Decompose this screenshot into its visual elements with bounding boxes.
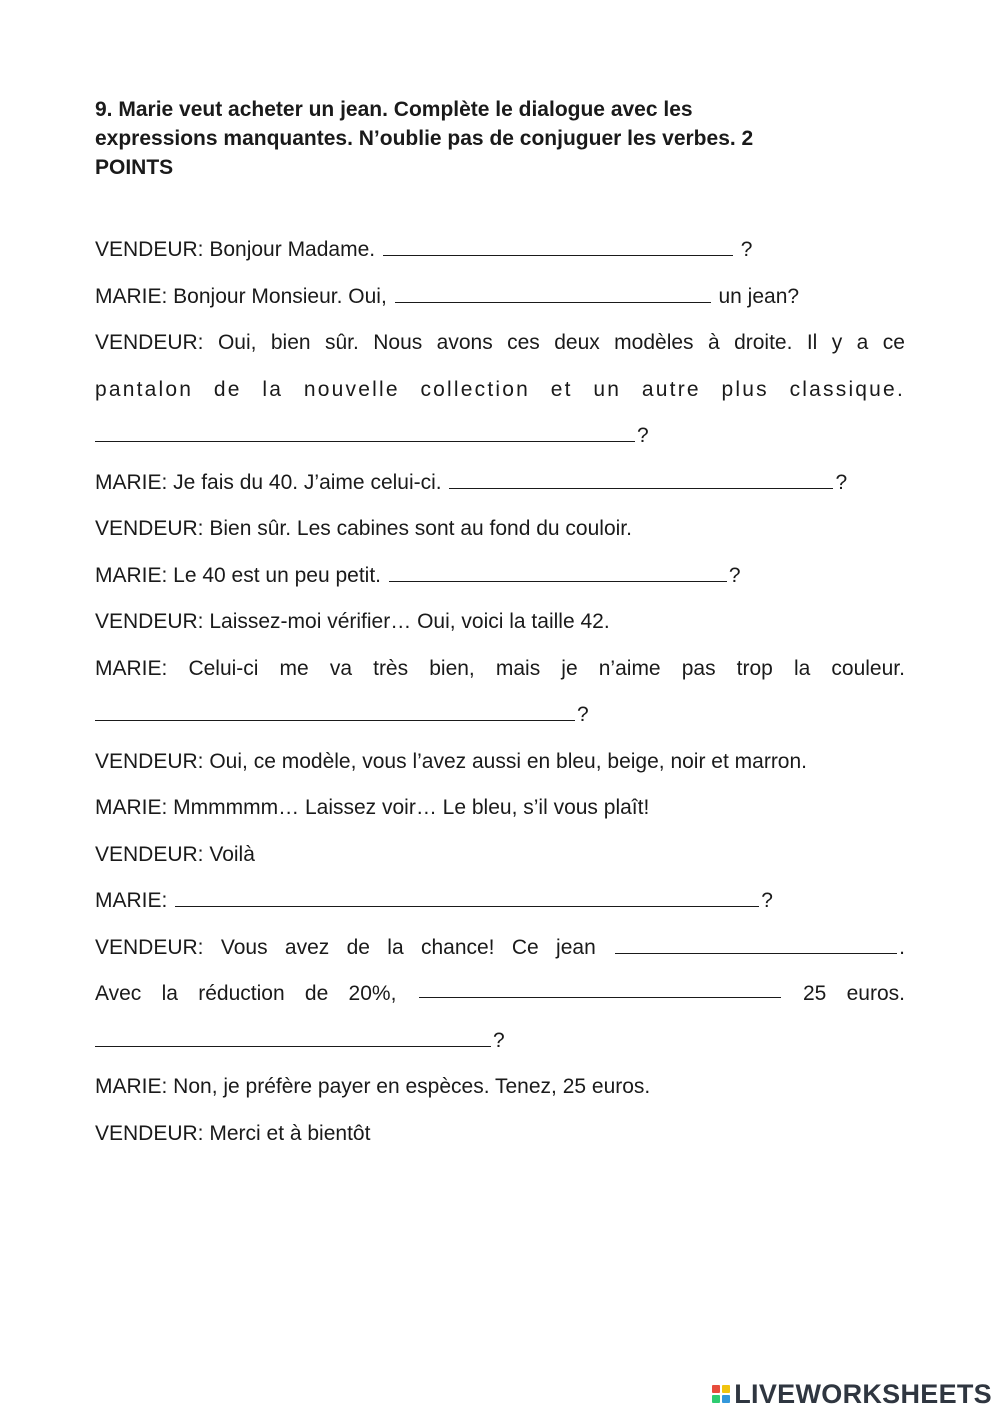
- word: de: [213, 378, 242, 401]
- word: un: [593, 378, 622, 401]
- word: très: [373, 657, 409, 680]
- word: la: [161, 982, 178, 1005]
- word: a: [856, 331, 869, 354]
- dialogue-text: MARIE: Non, je préfère payer en espèces. Tenez, 25 euros.: [95, 1075, 651, 1098]
- dialogue-line: [95, 421, 905, 451]
- word: plus: [721, 378, 769, 401]
- dialogue-text: VENDEUR: Oui, ce modèle, vous l’avez aussi en bleu, beige, noir et marron.: [95, 750, 808, 773]
- word: de: [346, 936, 370, 959]
- word: chance!: [420, 936, 495, 959]
- exercise-heading: [95, 95, 875, 182]
- answer-blank[interactable]: [175, 888, 759, 907]
- word: Vous: [220, 936, 268, 959]
- logo-text: LIVEWORKSHEETS: [734, 1378, 992, 1409]
- dialogue-line-justified: [95, 979, 905, 1009]
- word: modèles: [614, 331, 694, 354]
- dialogue-text: un jean?: [718, 285, 800, 308]
- word: nouvelle: [303, 378, 400, 401]
- dialogue-line-justified: [95, 654, 905, 684]
- logo-square: [722, 1395, 730, 1403]
- dialogue-text: VENDEUR: Merci et à bientôt: [95, 1122, 371, 1145]
- word: trop: [736, 657, 773, 680]
- word: bien,: [429, 657, 475, 680]
- word: VENDEUR:: [95, 936, 204, 959]
- dialogue-text: MARIE:: [95, 889, 168, 912]
- dialogue-line: [95, 747, 905, 777]
- word: sûr.: [324, 331, 359, 354]
- word: et: [550, 378, 573, 401]
- dialogue-text: VENDEUR: Voilà: [95, 843, 255, 866]
- dialogue-text: ?: [637, 424, 649, 447]
- liveworksheets-logo: [712, 1379, 992, 1409]
- word: je: [561, 657, 578, 680]
- answer-blank[interactable]: [395, 284, 711, 303]
- dialogue-text: VENDEUR: Bien sûr. Les cabines sont au fond du couloir.: [95, 517, 632, 540]
- dialogue-line: [95, 561, 905, 591]
- word: MARIE:: [95, 657, 168, 680]
- dialogue-text: MARIE: Mmmmmm… Laissez voir… Le bleu, s’il vous plaît!: [95, 796, 650, 819]
- dialogue-line: [95, 607, 905, 637]
- dialogue-line: [95, 235, 905, 265]
- word: collection: [420, 378, 531, 401]
- dialogue-text: MARIE: Je fais du 40. J’aime celui-ci.: [95, 471, 442, 494]
- word: y: [831, 331, 843, 354]
- word: pas: [681, 657, 716, 680]
- dialogue-line: [95, 1072, 905, 1102]
- dialogue-line-justified: [95, 328, 905, 358]
- word: Ce: [511, 936, 539, 959]
- logo-square: [722, 1385, 730, 1393]
- answer-blank[interactable]: [95, 702, 575, 721]
- dialogue-text: ?: [740, 238, 753, 261]
- dialogue-line-justified: [95, 375, 905, 405]
- word: à: [707, 331, 720, 354]
- word: euros.: [846, 982, 905, 1005]
- word: n’aime: [598, 657, 661, 680]
- dialogue-text: ?: [835, 471, 848, 494]
- word: Nous: [373, 331, 423, 354]
- word: Avec: [95, 982, 142, 1005]
- word: autre: [641, 378, 701, 401]
- word: avons: [436, 331, 493, 354]
- word: me: [279, 657, 309, 680]
- word: la: [387, 936, 404, 959]
- word: ce: [882, 331, 905, 354]
- word: Celui-ci: [188, 657, 259, 680]
- answer-blank[interactable]: [383, 237, 733, 256]
- word: va: [329, 657, 353, 680]
- word: ces: [507, 331, 540, 354]
- word: bien: [270, 331, 311, 354]
- word: deux: [554, 331, 600, 354]
- word: classique.: [789, 378, 905, 401]
- answer-blank[interactable]: [95, 423, 635, 442]
- word: 20%,: [348, 982, 397, 1005]
- dialogue-text: VENDEUR: Bonjour Madame.: [95, 238, 376, 261]
- answer-blank[interactable]: [615, 935, 897, 954]
- dialogue-line: [95, 700, 905, 730]
- dialogue-text: VENDEUR: Laissez-moi vérifier… Oui, voici la taille 42.: [95, 610, 610, 633]
- answer-blank[interactable]: [389, 563, 727, 582]
- word: mais: [495, 657, 541, 680]
- dialogue-line: [95, 1026, 905, 1056]
- word: de: [304, 982, 329, 1005]
- heading-line: 9. Marie veut acheter un jean. Complète le dialogue avec les: [95, 98, 693, 121]
- dialogue-line: [95, 514, 905, 544]
- word: réduction: [198, 982, 285, 1005]
- answer-blank[interactable]: [95, 1028, 491, 1047]
- heading-line: expressions manquantes. N’oublie pas de conjuguer les verbes. 2: [95, 127, 754, 150]
- word: la: [262, 378, 284, 401]
- dialogue-line: [95, 886, 905, 916]
- dialogue-line-justified: [95, 933, 905, 963]
- logo-square: [712, 1395, 720, 1403]
- dialogue-line: [95, 282, 905, 312]
- word: avez: [284, 936, 330, 959]
- dialogue-text: ?: [577, 703, 589, 726]
- dialogue-line: [95, 468, 905, 498]
- dialogue-text: ?: [728, 564, 741, 587]
- word: Il: [806, 331, 818, 354]
- word: jean: [556, 936, 596, 959]
- word: la: [793, 657, 811, 680]
- logo-square: [712, 1385, 720, 1393]
- dialogue-text: ?: [761, 889, 773, 912]
- heading-line: POINTS: [95, 156, 174, 179]
- answer-blank[interactable]: [449, 470, 833, 489]
- dialogue-text: ?: [493, 1029, 505, 1052]
- word: Oui,: [217, 331, 257, 354]
- word: pantalon: [95, 378, 194, 401]
- dialogue-text: MARIE: Bonjour Monsieur. Oui,: [95, 285, 387, 308]
- dialogue-text: .: [899, 936, 905, 959]
- dialogue-line: [95, 1119, 905, 1149]
- dialogue-text: MARIE: Le 40 est un peu petit.: [95, 564, 382, 587]
- dialogue-line: [95, 840, 905, 870]
- answer-blank[interactable]: [419, 979, 781, 998]
- word: droite.: [734, 331, 793, 354]
- word: couleur.: [831, 657, 905, 680]
- logo-squares-icon: [712, 1385, 730, 1403]
- dialogue-line: [95, 793, 905, 823]
- word: 25: [802, 982, 827, 1005]
- word: VENDEUR:: [95, 331, 204, 354]
